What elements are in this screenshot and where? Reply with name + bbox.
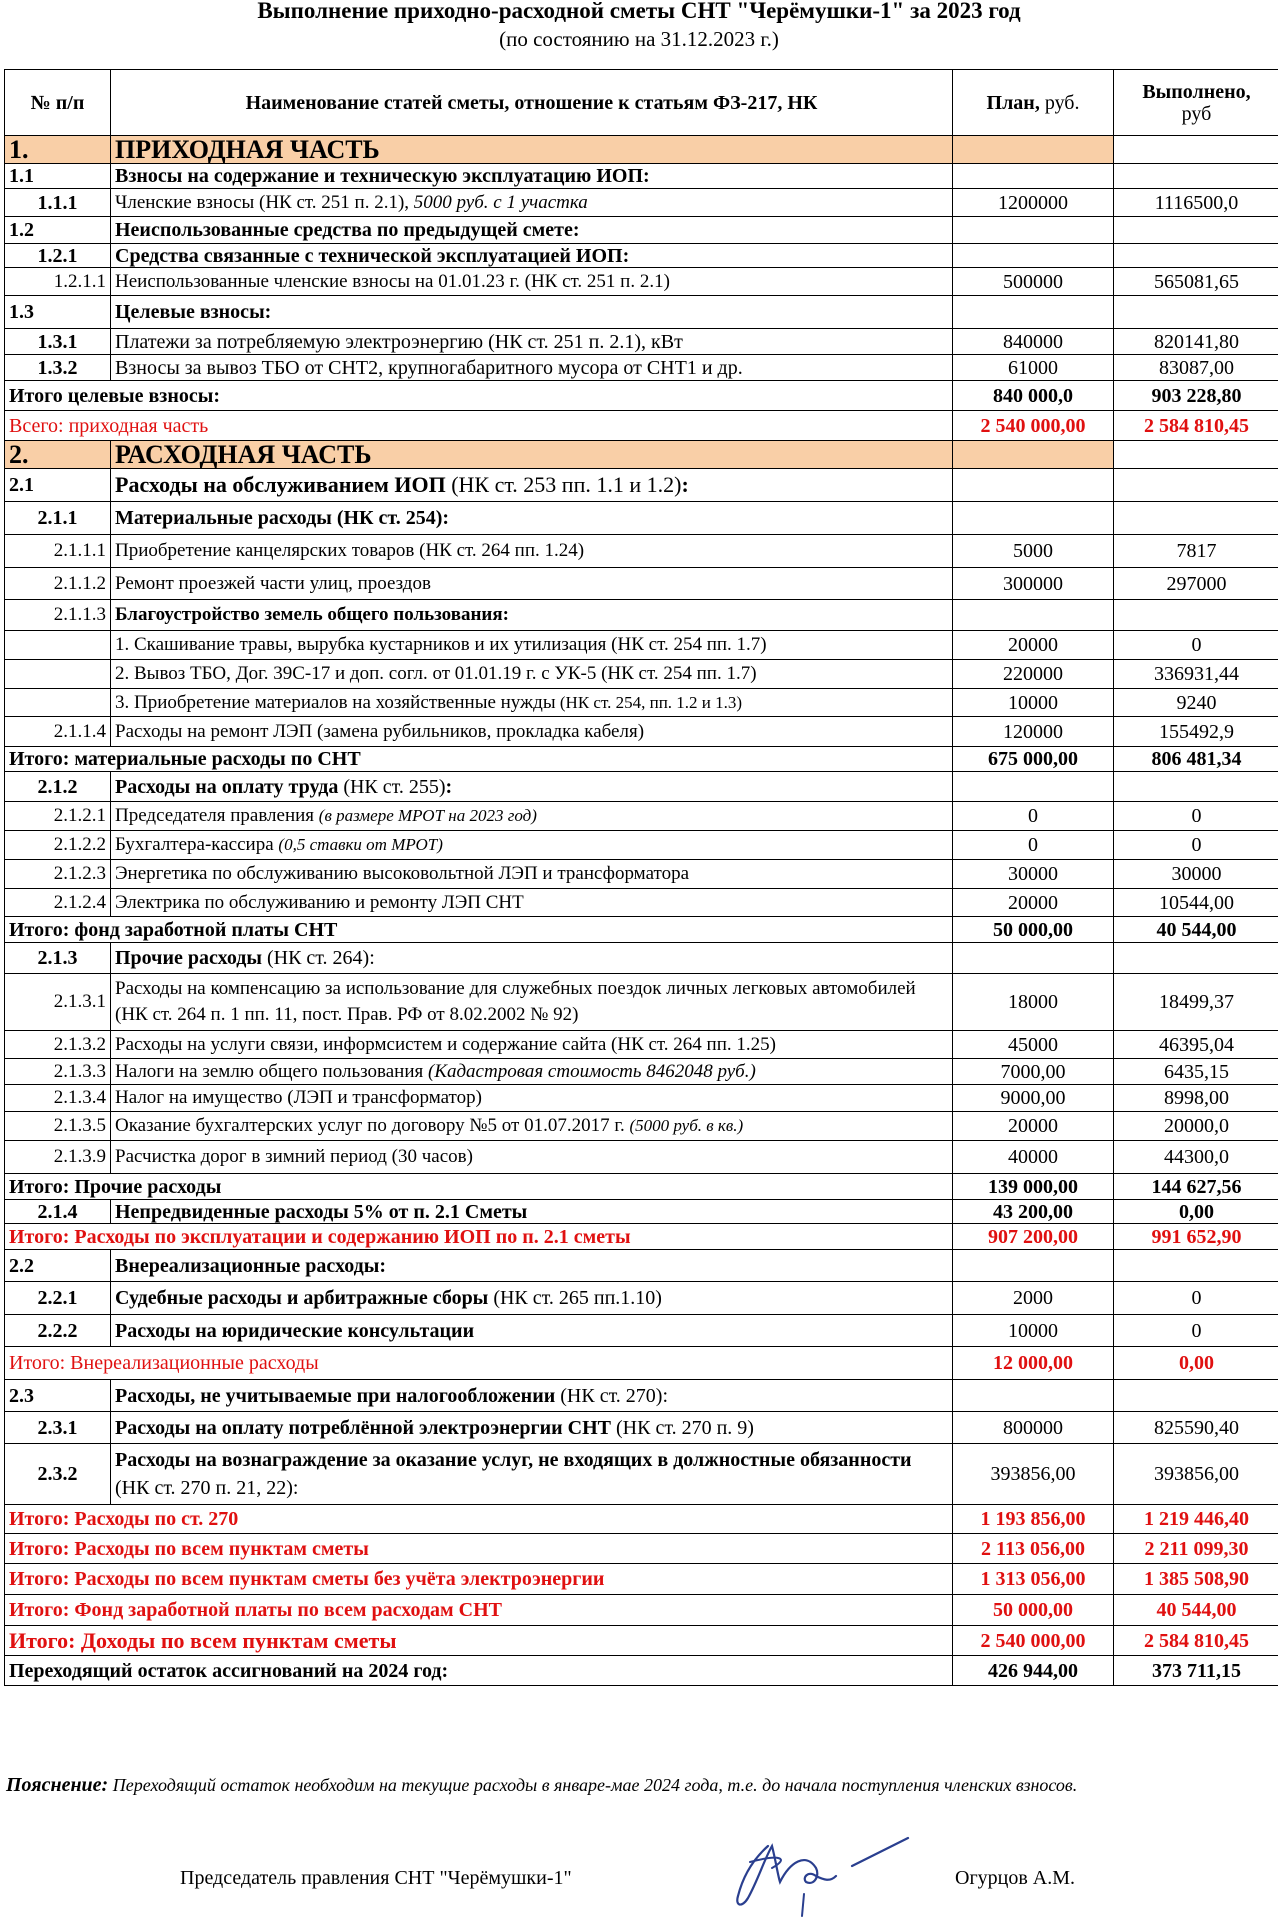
row-plan (953, 1380, 1114, 1412)
row-done (1114, 502, 1278, 535)
row-done: 393856,00 (1114, 1444, 1278, 1505)
row-done: 1 219 446,40 (1114, 1505, 1278, 1534)
row-name: Расчистка дорог в зимний период (30 часов) (111, 1141, 953, 1174)
row-name: Бухгалтера-кассира (0,5 ставки от МРОТ) (111, 831, 953, 860)
table-row (5, 1031, 1278, 1059)
table-row (5, 772, 1278, 802)
row-code (5, 660, 111, 689)
table-row (5, 164, 1278, 189)
row-code: 2.1.4 (5, 1200, 111, 1224)
table-row (5, 535, 1278, 568)
row-plan: 1200000 (953, 189, 1114, 217)
row-name: Итого целевые взносы: (5, 381, 953, 411)
row-done: 565081,65 (1114, 268, 1278, 296)
row-plan: 5000 (953, 535, 1114, 568)
row-name: Итого: Расходы по всем пунктам сметы без учёта электроэнергии (5, 1564, 953, 1595)
row-plan: 20000 (953, 631, 1114, 660)
row-plan: 30000 (953, 860, 1114, 889)
explanation-note (6, 1772, 1271, 1798)
row-done: 903 228,80 (1114, 381, 1278, 411)
row-name: Взносы за вывоз ТБО от СНТ2, крупногабаритного мусора от СНТ1 и др. (111, 355, 953, 381)
table-row (5, 1315, 1278, 1347)
row-done (1114, 469, 1278, 502)
row-code: 2.2 (5, 1250, 111, 1282)
row-done: 1116500,0 (1114, 189, 1278, 217)
row-plan: 43 200,00 (953, 1200, 1114, 1224)
row-code: 1.3.2 (5, 355, 111, 381)
row-plan: 10000 (953, 1315, 1114, 1347)
row-plan: 675 000,00 (953, 747, 1114, 772)
row-done: 991 652,90 (1114, 1224, 1278, 1250)
table-row (5, 802, 1278, 831)
row-plan: 2 113 056,00 (953, 1534, 1114, 1564)
table-row (5, 568, 1278, 600)
table-row (5, 244, 1278, 268)
row-plan: 907 200,00 (953, 1224, 1114, 1250)
table-row (5, 1282, 1278, 1315)
total-row (5, 381, 1278, 411)
row-done (1114, 136, 1278, 164)
row-code: 2.3.2 (5, 1444, 111, 1505)
row-done: 825590,40 (1114, 1412, 1278, 1444)
row-code: 2.1.1.2 (5, 568, 111, 600)
section-row-income (5, 136, 1278, 164)
row-name: Переходящий остаток ассигнований на 2024 год: (5, 1656, 953, 1686)
row-name: Расходы на ремонт ЛЭП (замена рубильников, прокладка кабеля) (111, 717, 953, 747)
row-plan: 220000 (953, 660, 1114, 689)
row-done: 336931,44 (1114, 660, 1278, 689)
row-name: Внереализационные расходы: (111, 1250, 953, 1282)
row-name: Расходы на обслуживанием ИОП (НК ст. 253 пп. 1.1 и 1.2): (111, 469, 953, 502)
table-row (5, 831, 1278, 860)
row-plan: 120000 (953, 717, 1114, 747)
row-code: 2.2.2 (5, 1315, 111, 1347)
row-code: 2.1.3.2 (5, 1031, 111, 1059)
row-name: Итого: Расходы по ст. 270 (5, 1505, 953, 1534)
row-plan (953, 136, 1114, 164)
row-plan: 18000 (953, 974, 1114, 1031)
row-name: Налоги на землю общего пользования (Кадастровая стоимость 8462048 руб.) (111, 1059, 953, 1085)
table-row (5, 974, 1278, 1031)
row-plan: 20000 (953, 889, 1114, 917)
row-plan: 10000 (953, 689, 1114, 717)
row-plan: 500000 (953, 268, 1114, 296)
row-name: Председателя правления (в размере МРОТ на 2023 год) (111, 802, 953, 831)
row-plan (953, 469, 1114, 502)
row-name: Электрика по обслуживанию и ремонту ЛЭП СНТ (111, 889, 953, 917)
row-plan: 393856,00 (953, 1444, 1114, 1505)
row-done: 20000,0 (1114, 1112, 1278, 1141)
row-name: Прочие расходы (НК ст. 264): (111, 943, 953, 974)
table-row (5, 1141, 1278, 1174)
row-done (1114, 164, 1278, 189)
row-code: 1.2.1 (5, 244, 111, 268)
total-row (5, 1505, 1278, 1534)
table-row (5, 1412, 1278, 1444)
row-code: 2.1.3 (5, 943, 111, 974)
table-header-row (5, 70, 1278, 136)
table-row (5, 860, 1278, 889)
row-done (1114, 1380, 1278, 1412)
total-row (5, 917, 1278, 943)
signatory-position: Председатель правления СНТ "Черёмушки-1" (180, 1867, 572, 1889)
row-done: 0 (1114, 631, 1278, 660)
row-name: Благоустройство земель общего пользования: (111, 600, 953, 631)
header-plan: План, руб. (953, 70, 1114, 136)
row-name: 3. Приобретение материалов на хозяйственные нужды (НК ст. 254, пп. 1.2 и 1.3) (111, 689, 953, 717)
header-name: Наименование статей сметы, отношение к статьям ФЗ-217, НК (111, 70, 953, 136)
total-row (5, 1347, 1278, 1380)
table-row (5, 268, 1278, 296)
row-plan: 2 540 000,00 (953, 411, 1114, 441)
row-plan: 20000 (953, 1112, 1114, 1141)
row-name: Расходы на услуги связи, информсистем и содержание сайта (НК ст. 264 пп. 1.25) (111, 1031, 953, 1059)
row-plan: 9000,00 (953, 1085, 1114, 1112)
table-row (5, 1059, 1278, 1085)
table-row (5, 1200, 1278, 1224)
table-row (5, 943, 1278, 974)
row-name: Материальные расходы (НК ст. 254): (111, 502, 953, 535)
row-name: Всего: приходная часть (5, 411, 953, 441)
row-done: 2 584 810,45 (1114, 411, 1278, 441)
row-plan: 45000 (953, 1031, 1114, 1059)
row-done: 373 711,15 (1114, 1656, 1278, 1686)
row-done: 0,00 (1114, 1347, 1278, 1380)
explanation-label: Пояснение: (6, 1774, 109, 1796)
total-row (5, 1656, 1278, 1686)
row-code: 2.2.1 (5, 1282, 111, 1315)
row-name: Целевые взносы: (111, 296, 953, 329)
row-done: 9240 (1114, 689, 1278, 717)
table-row (5, 296, 1278, 329)
row-plan (953, 217, 1114, 244)
table-row (5, 1380, 1278, 1412)
row-code (5, 689, 111, 717)
row-code: 2.1.2.1 (5, 802, 111, 831)
row-done: 155492,9 (1114, 717, 1278, 747)
section-row-expense (5, 441, 1278, 469)
row-code: 2.1.1.3 (5, 600, 111, 631)
row-code: 2.1.3.3 (5, 1059, 111, 1085)
row-plan: 426 944,00 (953, 1656, 1114, 1686)
total-row (5, 1224, 1278, 1250)
row-plan (953, 600, 1114, 631)
document-title: Выполнение приходно-расходной сметы СНТ "Черёмушки-1" за 2023 год (257, 0, 1021, 23)
row-name: Итого: Расходы по эксплуатации и содержанию ИОП по п. 2.1 сметы (5, 1224, 953, 1250)
row-name: Взносы на содержание и техническую эксплуатацию ИОП: (111, 164, 953, 189)
row-name: Расходы на компенсацию за использование для служебных поездок личных легковых автомобилей (НК ст. 264 п. 1 пп. 11, пост. Прав. РФ от 8.02.2002 № 92) (111, 974, 953, 1031)
row-code: 2.1.1 (5, 502, 111, 535)
row-plan: 139 000,00 (953, 1174, 1114, 1200)
row-name: Приобретение канцелярских товаров (НК ст. 264 пп. 1.24) (111, 535, 953, 568)
row-code: 2.3.1 (5, 1412, 111, 1444)
row-done: 8998,00 (1114, 1085, 1278, 1112)
row-done: 40 544,00 (1114, 917, 1278, 943)
row-code: 2.1 (5, 469, 111, 502)
row-name: РАСХОДНАЯ ЧАСТЬ (111, 441, 953, 469)
row-done (1114, 244, 1278, 268)
total-row (5, 1174, 1278, 1200)
table-row (5, 631, 1278, 660)
total-row (5, 1534, 1278, 1564)
row-plan: 840 000,0 (953, 381, 1114, 411)
row-name: Судебные расходы и арбитражные сборы (НК ст. 265 пп.1.10) (111, 1282, 953, 1315)
row-name: Неиспользованные средства по предыдущей смете: (111, 217, 953, 244)
row-plan (953, 772, 1114, 802)
row-plan: 2000 (953, 1282, 1114, 1315)
row-plan: 50 000,00 (953, 1595, 1114, 1626)
row-name: Итого: Внереализационные расходы (5, 1347, 953, 1380)
row-plan (953, 296, 1114, 329)
row-plan: 0 (953, 831, 1114, 860)
row-done (1114, 1250, 1278, 1282)
table-row (5, 1444, 1278, 1505)
row-name: Итого: материальные расходы по СНТ (5, 747, 953, 772)
row-done: 83087,00 (1114, 355, 1278, 381)
row-name: Средства связанные с технической эксплуатацией ИОП: (111, 244, 953, 268)
row-name: Расходы на юридические консультации (111, 1315, 953, 1347)
row-name: Итого: Доходы по всем пунктам сметы (5, 1626, 953, 1656)
row-name: Расходы, не учитываемые при налогообложении (НК ст. 270): (111, 1380, 953, 1412)
row-code: 2.1.3.5 (5, 1112, 111, 1141)
table-row (5, 502, 1278, 535)
row-plan (953, 1250, 1114, 1282)
row-name: Членские взносы (НК ст. 251 п. 2.1), 5000 руб. с 1 участка (111, 189, 953, 217)
row-done: 6435,15 (1114, 1059, 1278, 1085)
row-name: Итого: Фонд заработной платы по всем расходам СНТ (5, 1595, 953, 1626)
row-name: Непредвиденные расходы 5% от п. 2.1 Сметы (111, 1200, 953, 1224)
row-code: 1.1 (5, 164, 111, 189)
signatory-name: Огурцов А.М. (955, 1867, 1076, 1889)
row-name: 1. Скашивание травы, вырубка кустарников и их утилизация (НК ст. 254 пп. 1.7) (111, 631, 953, 660)
row-done: 2 584 810,45 (1114, 1626, 1278, 1656)
row-name: Неиспользованные членские взносы на 01.01.23 г. (НК ст. 251 п. 2.1) (111, 268, 953, 296)
row-done: 44300,0 (1114, 1141, 1278, 1174)
row-code: 1.2 (5, 217, 111, 244)
row-done: 0 (1114, 1282, 1278, 1315)
row-done: 0,00 (1114, 1200, 1278, 1224)
row-plan: 0 (953, 802, 1114, 831)
row-done (1114, 600, 1278, 631)
row-name: Оказание бухгалтерских услуг по договору №5 от 01.07.2017 г. (5000 руб. в кв.) (111, 1112, 953, 1141)
row-code: 1.2.1.1 (5, 268, 111, 296)
row-done: 7817 (1114, 535, 1278, 568)
row-code: 2.1.3.9 (5, 1141, 111, 1174)
row-done: 2 211 099,30 (1114, 1534, 1278, 1564)
row-done: 18499,37 (1114, 974, 1278, 1031)
document-subtitle: (по состоянию на 31.12.2023 г.) (499, 27, 779, 51)
row-name: Ремонт проезжей части улиц, проездов (111, 568, 953, 600)
row-plan: 1 313 056,00 (953, 1564, 1114, 1595)
budget-table (4, 69, 1278, 1686)
row-plan: 12 000,00 (953, 1347, 1114, 1380)
row-name: Платежи за потребляемую электроэнергию (НК ст. 251 п. 2.1), кВт (111, 329, 953, 355)
row-plan: 840000 (953, 329, 1114, 355)
table-row (5, 600, 1278, 631)
row-code: 2.3 (5, 1380, 111, 1412)
table-row (5, 1085, 1278, 1112)
row-done: 40 544,00 (1114, 1595, 1278, 1626)
row-code: 2.1.3.1 (5, 974, 111, 1031)
row-done (1114, 296, 1278, 329)
row-name: Итого: Расходы по всем пунктам сметы (5, 1534, 953, 1564)
total-row (5, 411, 1278, 441)
row-plan (953, 441, 1114, 469)
row-plan: 40000 (953, 1141, 1114, 1174)
table-row (5, 689, 1278, 717)
total-row (5, 747, 1278, 772)
row-done: 30000 (1114, 860, 1278, 889)
row-done: 10544,00 (1114, 889, 1278, 917)
row-done: 820141,80 (1114, 329, 1278, 355)
row-plan: 300000 (953, 568, 1114, 600)
header-done: Выполнено, руб (1114, 70, 1278, 136)
row-plan: 800000 (953, 1412, 1114, 1444)
row-code: 1.1.1 (5, 189, 111, 217)
row-plan: 50 000,00 (953, 917, 1114, 943)
row-done: 1 385 508,90 (1114, 1564, 1278, 1595)
row-name: 2. Вывоз ТБО, Дог. 39С-17 и доп. согл. от 01.01.19 г. с УК-5 (НК ст. 254 пп. 1.7) (111, 660, 953, 689)
total-row (5, 1595, 1278, 1626)
table-row (5, 1250, 1278, 1282)
row-name: Итого: Прочие расходы (5, 1174, 953, 1200)
total-row (5, 1564, 1278, 1595)
row-name: Энергетика по обслуживанию высоковольтной ЛЭП и трансформатора (111, 860, 953, 889)
row-name: Расходы на оплату потреблённой электроэнергии СНТ (НК ст. 270 п. 9) (111, 1412, 953, 1444)
row-name: ПРИХОДНАЯ ЧАСТЬ (111, 136, 953, 164)
row-done: 806 481,34 (1114, 747, 1278, 772)
row-code: 2.1.2.4 (5, 889, 111, 917)
header-num: № п/п (5, 70, 111, 136)
table-row (5, 717, 1278, 747)
row-done (1114, 441, 1278, 469)
table-row (5, 889, 1278, 917)
row-plan (953, 164, 1114, 189)
row-code: 2.1.1.4 (5, 717, 111, 747)
row-done (1114, 217, 1278, 244)
row-plan (953, 244, 1114, 268)
row-name: Расходы на вознаграждение за оказание услуг, не входящих в должностные обязанности (НК ст. 270 п. 21, 22): (111, 1444, 953, 1505)
row-code: 1.3 (5, 296, 111, 329)
row-code: 1. (5, 136, 111, 164)
row-code: 2. (5, 441, 111, 469)
row-done: 0 (1114, 1315, 1278, 1347)
row-code (5, 631, 111, 660)
row-code: 2.1.2 (5, 772, 111, 802)
table-row (5, 660, 1278, 689)
row-done: 297000 (1114, 568, 1278, 600)
row-code: 2.1.1.1 (5, 535, 111, 568)
row-done: 0 (1114, 802, 1278, 831)
table-row (5, 469, 1278, 502)
row-code: 1.3.1 (5, 329, 111, 355)
row-code: 2.1.3.4 (5, 1085, 111, 1112)
row-code: 2.1.2.3 (5, 860, 111, 889)
row-name: Итого: фонд заработной платы СНТ (5, 917, 953, 943)
row-done (1114, 943, 1278, 974)
row-name: Расходы на оплату труда (НК ст. 255): (111, 772, 953, 802)
row-done: 144 627,56 (1114, 1174, 1278, 1200)
table-row (5, 189, 1278, 217)
row-plan: 1 193 856,00 (953, 1505, 1114, 1534)
table-row (5, 355, 1278, 381)
table-row (5, 217, 1278, 244)
row-plan: 2 540 000,00 (953, 1626, 1114, 1656)
explanation-text: Переходящий остаток необходим на текущие расходы в январе-мае 2024 года, т.е. до начала поступления членских взносов. (108, 1775, 1078, 1795)
row-code: 2.1.2.2 (5, 831, 111, 860)
row-done: 0 (1114, 831, 1278, 860)
row-done (1114, 772, 1278, 802)
total-row (5, 1626, 1278, 1656)
row-name: Налог на имущество (ЛЭП и трансформатор) (111, 1085, 953, 1112)
row-plan: 7000,00 (953, 1059, 1114, 1085)
row-done: 46395,04 (1114, 1031, 1278, 1059)
table-row (5, 1112, 1278, 1141)
row-plan (953, 943, 1114, 974)
row-plan: 61000 (953, 355, 1114, 381)
handwritten-signature (720, 1832, 930, 1920)
row-plan (953, 502, 1114, 535)
table-row (5, 329, 1278, 355)
